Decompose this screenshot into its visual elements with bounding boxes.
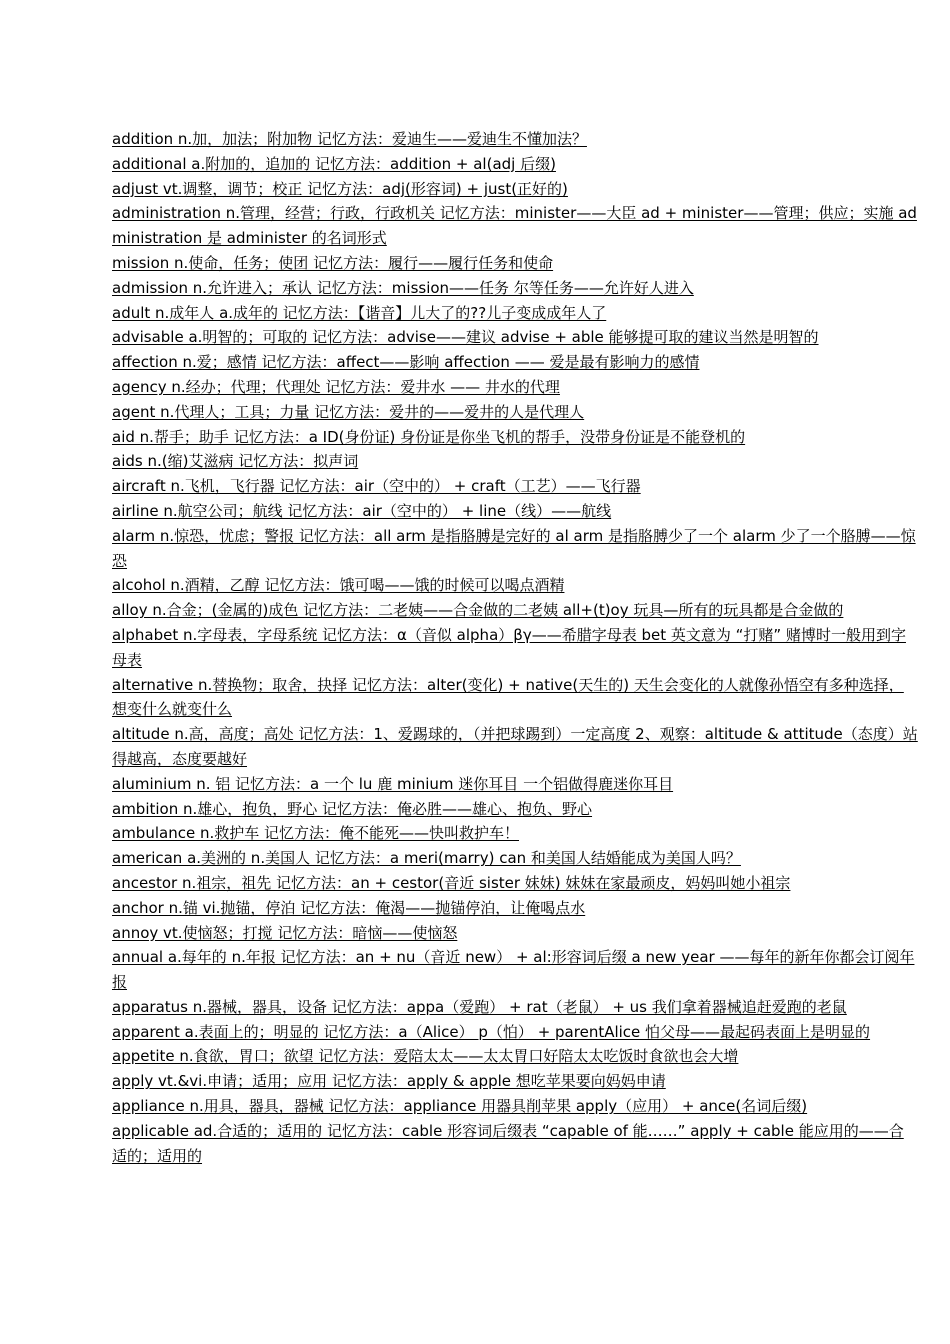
entry-affection: affection n.爱；感情 记忆方法：affect——影响 affection —— 爱是最有影响力的感情 <box>112 353 700 372</box>
entry-administration: administration n.管理，经营；行政，行政机关 记忆方法：minister——大臣 ad + minister——管理；供应；实施 administration 是 administer 的名词形式 <box>112 204 917 248</box>
entry-altitude: altitude n.高，高度；高处 记忆方法：1、爱踢球的，（并把球踢到）一定高度 2、观察：altitude & attitude（态度）站得越高，态度要越好 <box>112 725 918 768</box>
entry-adult: adult n.成年人 a.成年的 记忆方法：【谐音】儿大了的??儿子变成成年人了 <box>112 303 607 322</box>
entry-annual: annual a.每年的 n.年报 记忆方法：an + nu（音近 new） + al:形容词后缀 a new year ——每年的新年你都会订阅年报 <box>112 948 915 992</box>
entry-addition: addition n.加，加法；附加物 记忆方法：爱迪生——爱迪生不懂加法？ <box>112 130 587 148</box>
entry-alarm: alarm n.惊恐，忧虑；警报 记忆方法：all arm 是指胳膊是完好的 al arm 是指胳膊少了一个 alarm 少了一个胳膊——惊恐 <box>112 526 916 570</box>
entry-aluminium: aluminium n. 铝 记忆方法：a 一个 lu 鹿 minium 迷你耳目 一个铝做得鹿迷你耳目 <box>112 774 674 793</box>
entry-alcohol: alcohol n.酒精，乙醇 记忆方法：饿可喝——饿的时候可以喝点酒精 <box>112 576 565 595</box>
entry-anchor: anchor n.锚 vi.抛锚，停泊 记忆方法：俺渴——抛锚停泊，让俺喝点水 <box>112 898 586 917</box>
entry-appetite: appetite n.食欲，胃口；欲望 记忆方法：爱陪太太——太太胃口好陪太太吃饭时食欲也会大增 <box>112 1047 739 1066</box>
entry-alternative: alternative n.替换物；取舍，抉择 记忆方法：alter(变化) + native(天生的) 天生会变化的人就像孙悟空有多种选择，想变什么就变什么 <box>112 675 904 719</box>
entry-american: american a.美洲的 n.美国人 记忆方法：a meri(marry) can 和美国人结婚能成为美国人吗？ <box>112 849 741 868</box>
entry-aid: aid n.帮手；助手 记忆方法：a ID(身份证) 身份证是你坐飞机的帮手，没带身份证是不能登机的 <box>112 427 746 446</box>
entry-ambulance: ambulance n.救护车 记忆方法：俺不能死——快叫救护车！ <box>112 824 519 843</box>
entry-advisable: advisable a.明智的；可取的 记忆方法：advise——建议 advise + able 能够提可取的建议当然是明智的 <box>112 328 819 347</box>
entry-alphabet: alphabet n.字母表，字母系统 记忆方法：α（音似 alpha）βγ——希腊字母表 bet 英文意为 “打赌” 赌博时一般用到字母表 <box>112 625 906 669</box>
entry-annoy: annoy vt.使恼怒；打搅 记忆方法：暗恼——使恼怒 <box>112 923 458 942</box>
entry-alloy: alloy n.合金；(金属的)成色 记忆方法：二老姨——合金做的二老姨 all+(t)oy 玩具—所有的玩具都是合金做的 <box>112 601 844 620</box>
entry-apparent: apparent a.表面上的；明显的 记忆方法：a（Alice） p（怕） + parentAlice 怕父母——最起码表面上是明显的 <box>112 1022 871 1041</box>
entry-airline: airline n.航空公司；航线 记忆方法：air（空中的） + line（线）——航线 <box>112 501 612 520</box>
entry-apparatus: apparatus n.器械，器具，设备 记忆方法：appa（爱跑） + rat（老鼠） + us 我们拿着器械追赶爱跑的老鼠 <box>112 997 847 1016</box>
entry-agency: agency n.经办；代理；代理处 记忆方法：爱井水 —— 井水的代理 <box>112 377 560 396</box>
entry-ancestor: ancestor n.祖宗，祖先 记忆方法：an + cestor(音近 sister 妹妹) 妹妹在家最顽皮，妈妈叫她小祖宗 <box>112 873 791 892</box>
entry-aids: aids n.(缩)艾滋病 记忆方法：拟声词 <box>112 452 359 471</box>
entry-admission: admission n.允许进入；承认 记忆方法：mission——任务 尔等任务——允许好人进入 <box>112 278 694 297</box>
entry-additional: additional a.附加的，追加的 记忆方法：addition + al(adj 后缀) <box>112 154 556 173</box>
entry-apply: apply vt.&vi.申请；适用；应用 记忆方法：apply & apple 想吃苹果要向妈妈申请 <box>112 1072 666 1091</box>
document-page <box>112 127 918 1168</box>
entry-adjust: adjust vt.调整，调节；校正 记忆方法：adj(形容词) + just(正好的) <box>112 179 568 198</box>
entry-appliance: appliance n.用具，器具，器械 记忆方法：appliance 用器具削苹果 apply（应用） + ance(名词后缀) <box>112 1097 808 1116</box>
entry-applicable: applicable ad.合适的；适用的 记忆方法：cable 形容词后缀表 “capable of 能……” apply + cable 能应用的——合适的；适用的 <box>112 1121 904 1165</box>
entry-agent: agent n.代理人；工具；力量 记忆方法：爱井的——爱井的人是代理人 <box>112 402 585 421</box>
entry-aircraft: aircraft n.飞机，飞行器 记忆方法：air（空中的） + craft（工艺）——飞行器 <box>112 477 641 496</box>
entry-mission: mission n.使命，任务；使团 记忆方法：履行——履行任务和使命 <box>112 253 554 272</box>
entry-ambition: ambition n.雄心，抱负，野心 记忆方法：俺必胜——雄心、抱负、野心 <box>112 799 593 818</box>
